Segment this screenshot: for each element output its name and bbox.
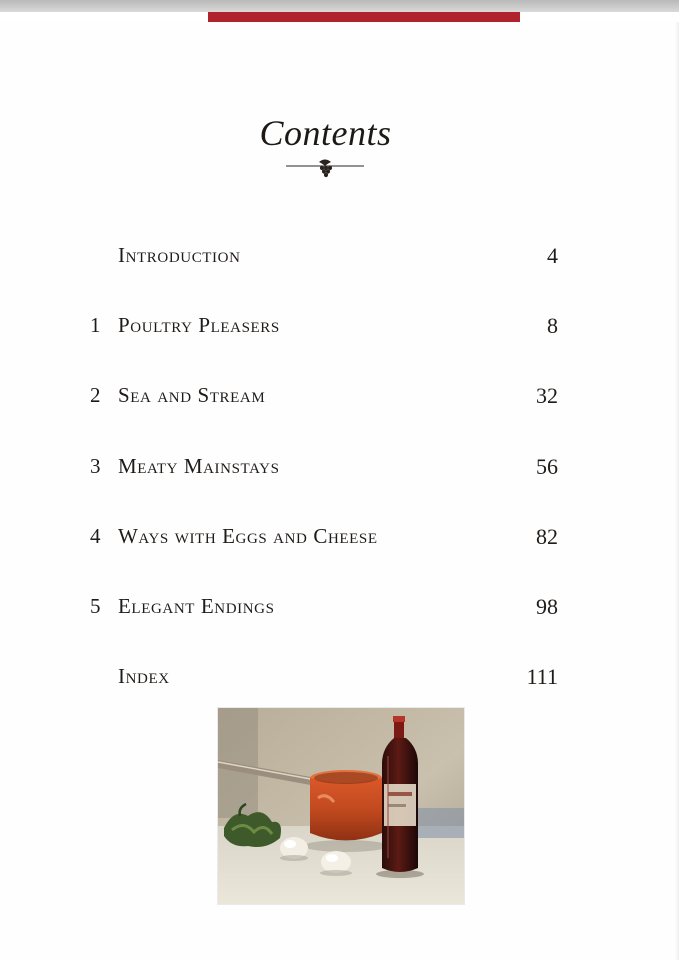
chapter-title: Meaty Mainstays bbox=[118, 454, 280, 478]
chapter-title: Ways with Eggs and Cheese bbox=[118, 524, 378, 548]
chapter-title: Poultry Pleasers bbox=[118, 313, 280, 337]
chapter-title: Elegant Endings bbox=[118, 594, 275, 618]
chapter-number: 1 bbox=[90, 313, 101, 337]
page-title: Contents bbox=[259, 113, 392, 153]
page-number: 8 bbox=[547, 313, 558, 338]
still-life-painting bbox=[218, 708, 464, 904]
page-number: 82 bbox=[536, 524, 558, 549]
page-number: 98 bbox=[536, 594, 558, 619]
chapter-number: 4 bbox=[90, 524, 101, 548]
chapter-number: 5 bbox=[90, 594, 101, 618]
chapter-title: Introduction bbox=[118, 243, 241, 267]
chapter-number: 3 bbox=[90, 454, 101, 478]
page-edge-shadow bbox=[675, 22, 679, 960]
chapter-number: 2 bbox=[90, 383, 101, 407]
red-bookmark-tab bbox=[208, 12, 520, 22]
page-number: 56 bbox=[536, 454, 558, 479]
chapter-title: Index bbox=[118, 664, 170, 688]
page-number: 32 bbox=[536, 383, 558, 408]
page-number: 111 bbox=[526, 664, 558, 689]
scan-top-edge bbox=[0, 0, 679, 12]
page-number: 4 bbox=[547, 243, 558, 268]
chapter-title: Sea and Stream bbox=[118, 383, 266, 407]
grape-cluster-icon bbox=[286, 156, 364, 180]
